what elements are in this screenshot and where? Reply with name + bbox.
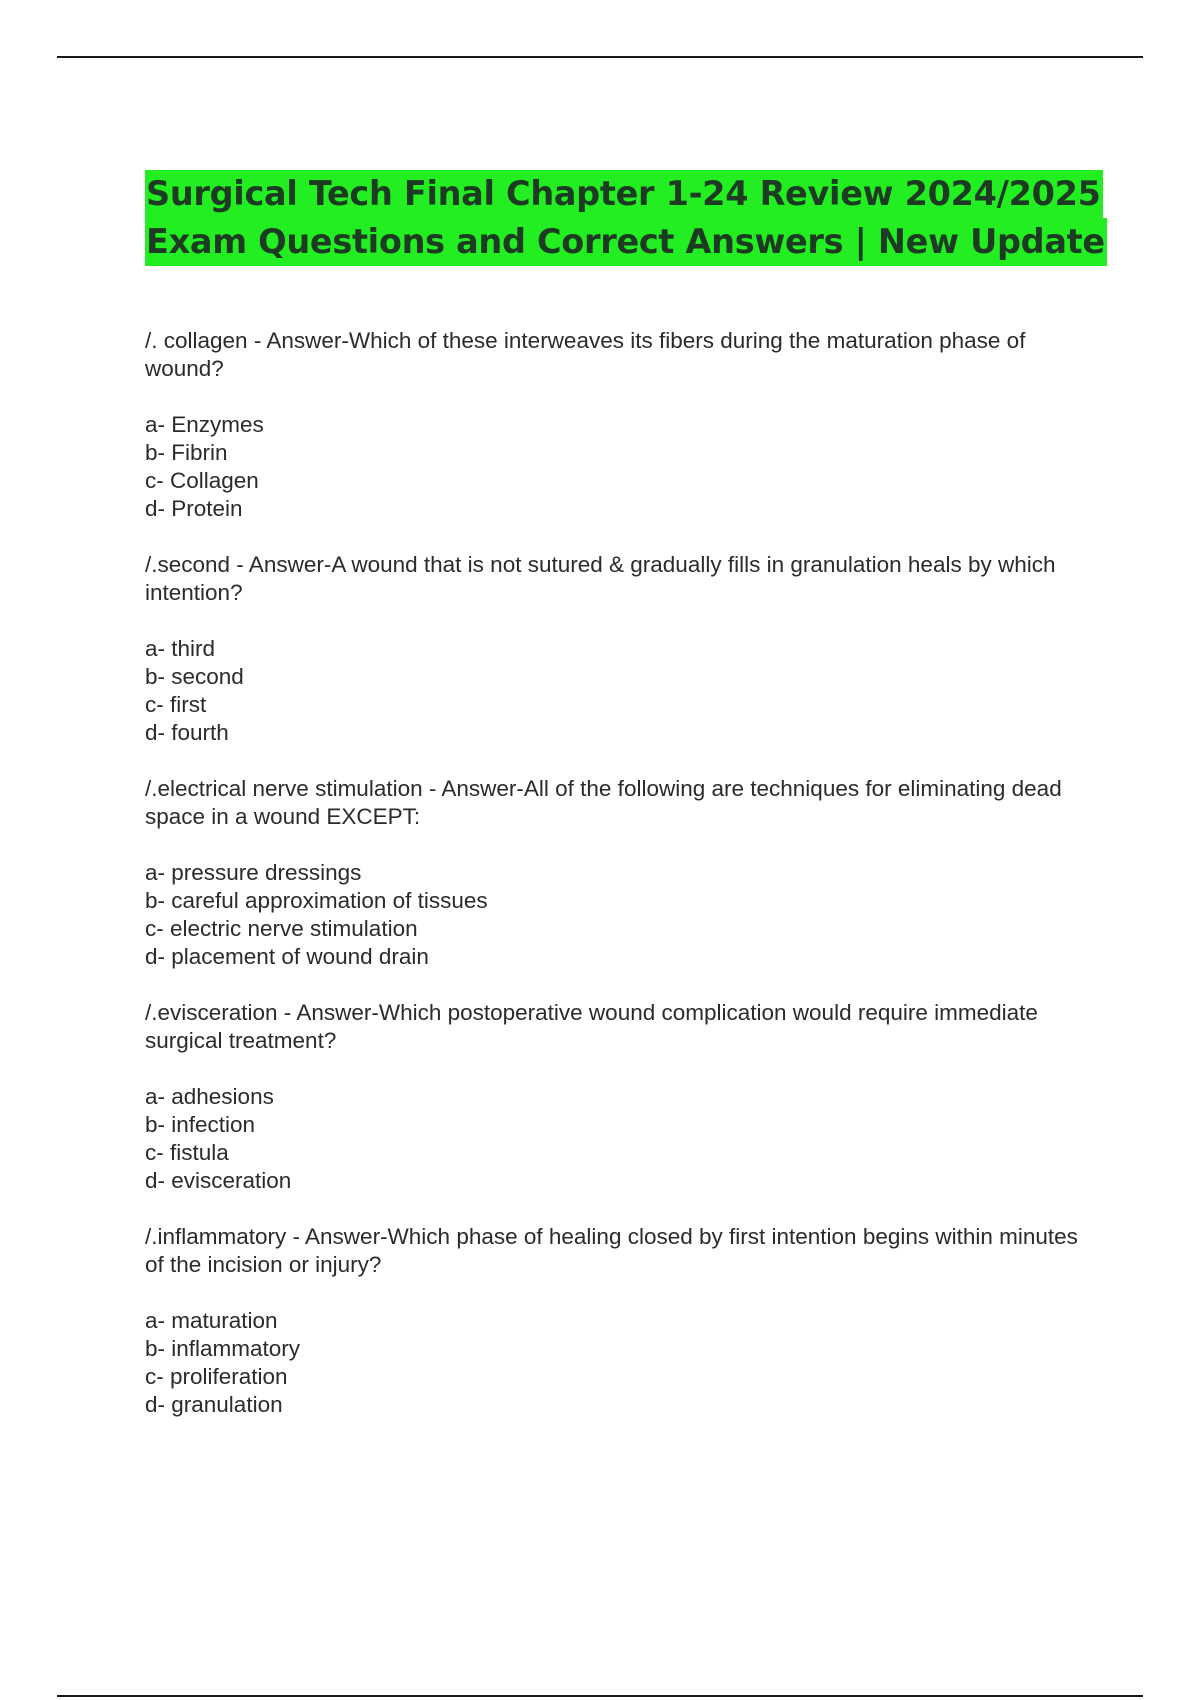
answer-option: b- second <box>145 664 244 689</box>
question-text: /.second - Answer-A wound that is not sutured & gradually fills in granulation heals by which intention? <box>145 552 1056 605</box>
answer-option: b- infection <box>145 1112 256 1137</box>
question-item <box>145 775 1080 971</box>
question-item <box>145 1223 1080 1419</box>
answer-option: c- electric nerve stimulation <box>145 916 418 941</box>
answer-options <box>145 859 1080 971</box>
answer-option: d- granulation <box>145 1392 283 1417</box>
answer-option: a- third <box>145 636 216 661</box>
answer-option: d- placement of wound drain <box>145 944 429 969</box>
answer-options <box>145 1307 1080 1419</box>
answer-option: b- Fibrin <box>145 440 228 465</box>
answer-option: c- first <box>145 692 207 717</box>
question-text: /.inflammatory - Answer-Which phase of healing closed by first intention begins within minutes of the incision or injury? <box>145 1224 1078 1277</box>
answer-option: c- fistula <box>145 1140 229 1165</box>
answer-option: a- pressure dressings <box>145 860 362 885</box>
answer-option: d- Protein <box>145 496 243 521</box>
answer-option: c- Collagen <box>145 468 259 493</box>
document-title <box>145 170 1105 266</box>
question-text: /. collagen - Answer-Which of these interweaves its fibers during the maturation phase of wound? <box>145 328 1026 381</box>
answer-option: a- Enzymes <box>145 412 264 437</box>
answer-options <box>145 411 1080 523</box>
question-list <box>145 327 1080 1447</box>
question-item <box>145 551 1080 747</box>
answer-option: b- inflammatory <box>145 1336 301 1361</box>
header-rule <box>57 56 1143 58</box>
answer-option: a- adhesions <box>145 1084 274 1109</box>
answer-option: d- fourth <box>145 720 229 745</box>
answer-option: a- maturation <box>145 1308 278 1333</box>
question-text: /.evisceration - Answer-Which postoperative wound complication would require immediate surgical treatment? <box>145 1000 1038 1053</box>
title-line-1: Surgical Tech Final Chapter 1-24 Review 2024/2025 <box>145 170 1103 218</box>
answer-option: d- evisceration <box>145 1168 292 1193</box>
title-line-2: Exam Questions and Correct Answers | New Update <box>145 218 1107 266</box>
answer-option: b- careful approximation of tissues <box>145 888 488 913</box>
answer-option: c- proliferation <box>145 1364 288 1389</box>
question-text: /.electrical nerve stimulation - Answer-All of the following are techniques for eliminating dead space in a wound EXCEPT: <box>145 776 1062 829</box>
question-item <box>145 999 1080 1195</box>
footer-rule <box>57 1695 1143 1697</box>
question-item <box>145 327 1080 523</box>
answer-options <box>145 635 1080 747</box>
answer-options <box>145 1083 1080 1195</box>
